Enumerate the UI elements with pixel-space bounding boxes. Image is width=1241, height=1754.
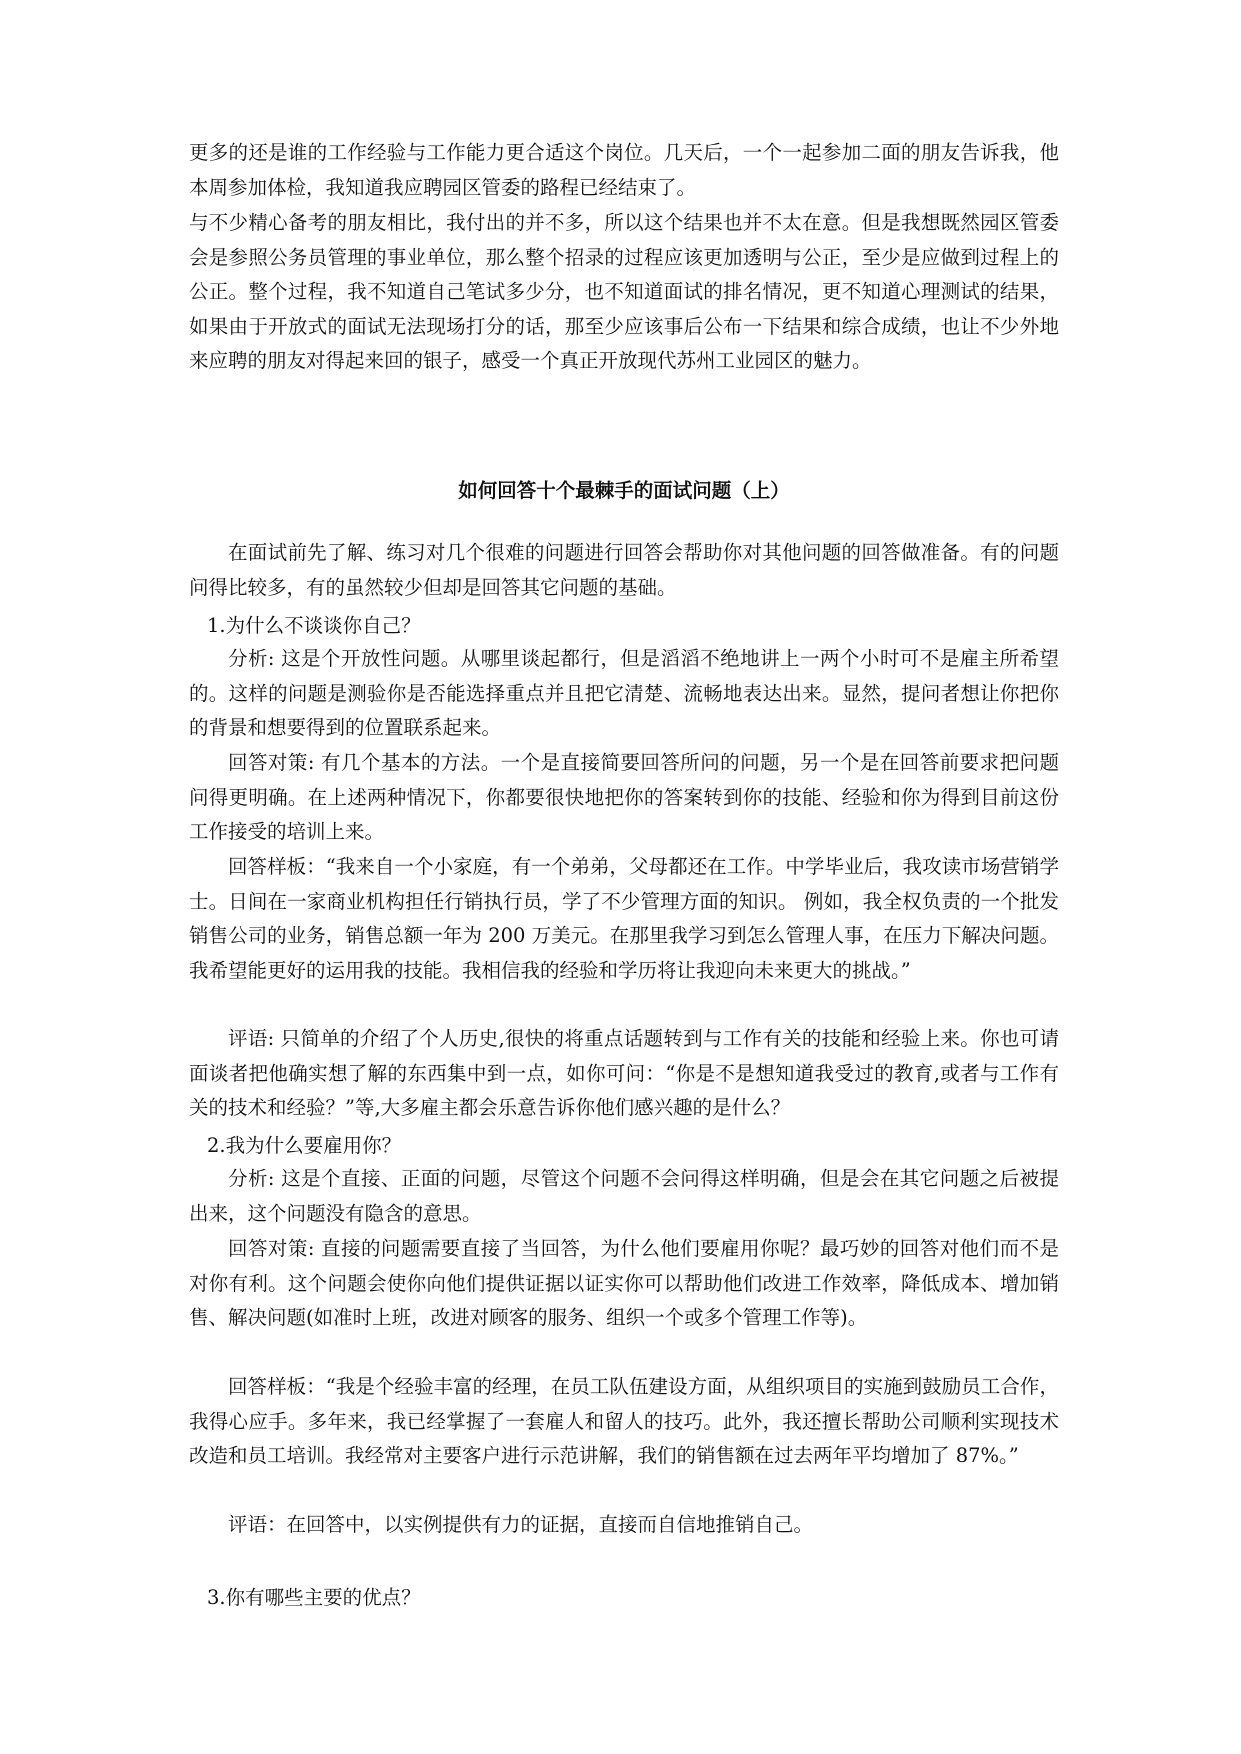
question-3: 3.你有哪些主要的优点？ [207,1586,421,1609]
intro-paragraph-2: 与不少精心备考的朋友相比，我付出的并不多，所以这个结果也并不太在意。但是我想既然园区管委会是参照公务员管理的事业单位，那么整个招录的过程应该更加透明与公正，至少是应做到过程上的公正。整个过程，我不知道自己笔试多少分，也不知道面试的排名情况，更不知道心理测试的结果，如果由于开放式的面试无法现场打分的话，那至少应该事后公布一下结果和综合成绩，也让不少外地来应聘的朋友对得起来回的银子，感受一个真正开放现代苏州工业园区的魅力。 [189,211,1059,373]
q1-analysis: 分析: 这是个开放性问题。从哪里谈起都行，但是滔滔不绝地讲上一两个小时可不是雇主所希望的。这样的问题是测验你是否能选择重点并且把它清楚、流畅地表达出来。显然，提问者想让你把你的背景和想要得到的位置联系起来。 [189,647,1059,740]
intro-paragraph-1: 更多的还是谁的工作经验与工作能力更合适这个岗位。几天后，一个一起参加二面的朋友告诉我，他本周参加体检，我知道我应聘园区管委的路程已经结束了。 [189,141,1059,199]
article-lead: 在面试前先了解、练习对几个很难的问题进行回答会帮助你对其他问题的回答做准备。有的问题问得比较多，有的虽然较少但却是回答其它问题的基础。 [189,541,1059,599]
question-1: 1.为什么不谈谈你自己？ [207,614,421,637]
q2-sample: 回答样板：“我是个经验丰富的经理，在员工队伍建设方面，从组织项目的实施到鼓励员工合作，我得心应手。多年来，我已经掌握了一套雇人和留人的技巧。此外，我还擅长帮助公司顺利实现技术改造和员工培训。我经常对主要客户进行示范讲解，我们的销售额在过去两年平均增加了 87%。” [189,1375,1059,1468]
q2-strategy: 回答对策: 直接的问题需要直接了当回答，为什么他们要雇用你呢？最巧妙的回答对他们而不是对你有利。这个问题会使你向他们提供证据以证实你可以帮助他们改进工作效率，降低成本、增加销售、解决问题(如准时上班，改进对顾客的服务、组织一个或多个管理工作等)。 [189,1237,1059,1330]
q1-sample: 回答样板：“我来自一个小家庭，有一个弟弟，父母都还在工作。中学毕业后，我攻读市场营销学士。日间在一家商业机构担任行销执行员，学了不少管理方面的知识。 例如，我全权负责的一个批发销售公司的业务，销售总额一年为 200 万美元。在那里我学习到怎么管理人事，在压力下解决问题。我希望能更好的运用我的技能。我相信我的经验和学历将让我迎向未来更大的挑战。” [189,855,1059,982]
article-title: 如何回答十个最棘手的面试问题（上） [458,479,790,502]
q2-comment: 评语：在回答中，以实例提供有力的证据，直接而自信地推销自己。 [228,1513,814,1536]
q2-analysis: 分析: 这是个直接、正面的问题，尽管这个问题不会问得这样明确，但是会在其它问题之后被提出来，这个问题没有隐含的意思。 [189,1167,1059,1225]
q1-strategy: 回答对策: 有几个基本的方法。一个是直接简要回答所问的问题，另一个是在回答前要求把问题问得更明确。在上述两种情况下，你都要很快地把你的答案转到你的技能、经验和你为得到目前这份工作接受的培训上来。 [189,751,1059,844]
question-2: 2.我为什么要雇用你？ [207,1134,402,1157]
q1-comment: 评语: 只简单的介绍了个人历史,很快的将重点话题转到与工作有关的技能和经验上来。你也可请面谈者把他确实想了解的东西集中到一点，如你可问：“你是不是想知道我受过的教育,或者与工作有关的技术和经验？”等,大多雇主都会乐意告诉你他们感兴趣的是什么？ [189,1027,1059,1120]
